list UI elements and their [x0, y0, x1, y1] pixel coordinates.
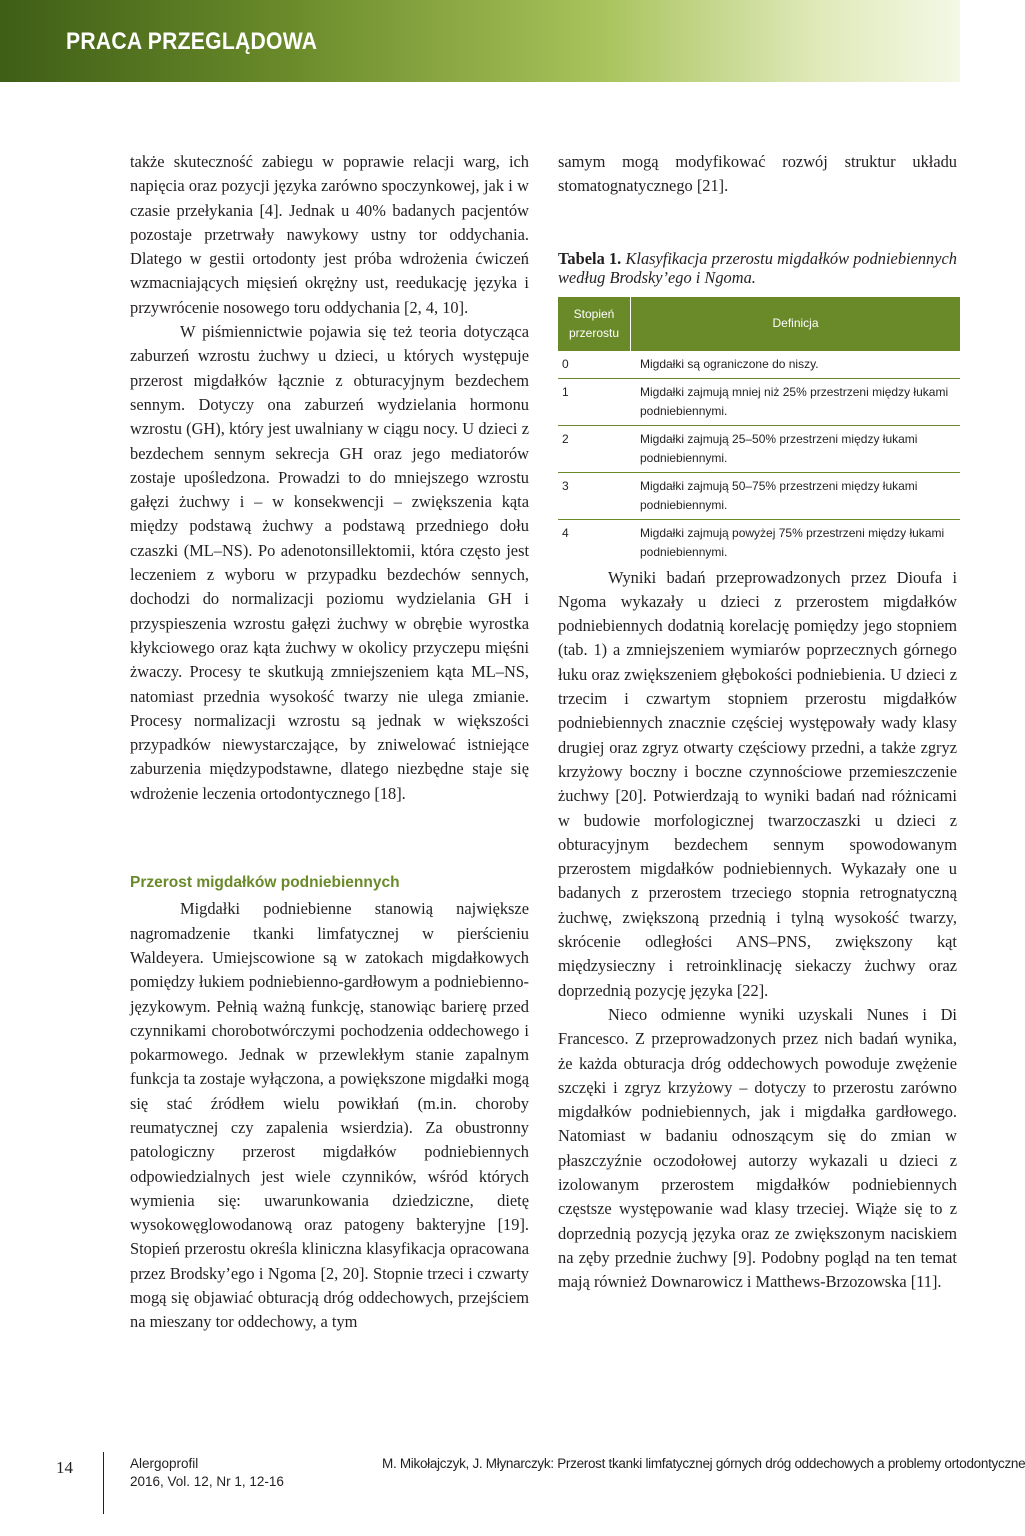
table-header-degree: Stopień przerostu: [558, 297, 631, 351]
footer-divider: [103, 1452, 104, 1514]
table-cell-degree: 3: [562, 478, 569, 493]
journal-issue: 2016, Vol. 12, Nr 1, 12-16: [130, 1474, 284, 1489]
table-cell-definition: Migdałki są ograniczone do niszy.: [640, 356, 819, 371]
paragraph: Migdałki podniebienne stanowią największe nagromadzenie tkanki limfatycznej w pierścieniu Waldeyera. Umiejscowione są w zatokach migdałkowych pomiędzy łukiem podniebienno-gardłowym a podniebienno-językowym. Pełnią ważną funkcję, stanowiąc barierę przed czynnikami chorobotwórczymi pochodzenia oddechowego i pokarmowego. Jednak w przewlekłym stanie zapalnym funkcja ta zostaje wyłączona, a powiększone migdałki mogą się stać źródłem wielu powikłań (m.in. choroby reumatycznej czy zapalenia wsierdzia). Za obustronny patologiczny przerost migdałków podniebiennych odpowiedzialnych jest wiele czynników, wśród których wymienia się: uwarunkowania dziedziczne, dietę wysokowęglowodanową oraz patogeny bakteryjne [19]. Stopień przerostu określa kliniczna klasyfikacja opracowana przez Brodsky’ego i Ngoma [2, 20]. Stopnie trzeci i czwarty mogą się objawiać obturacją dróg oddechowych, przejściem na mieszany tor oddechowy, a tym: [130, 899, 529, 1332]
table-header: [558, 297, 960, 351]
paragraph: W piśmiennictwie pojawia się też teoria dotycząca zaburzeń wzrostu żuchwy u dzieci, u których występuje przerost migdałków łącznie z obturacyjnym bezdechem sennym. Dotyczy ona zaburzeń wydzielania hormonu wzrostu (GH), który jest uwalniany w ciągu nocy. U dzieci z bezdechem sennym sekrecja GH oraz jego mediatorów zostaje upośledzona. Prowadzi to do mniejszego wzrostu gałęzi żuchwy i – w konsekwencji – zwiększenia kąta między podstawą żuchwy a podstawą przedniego dołu czaszki (ML–NS). Po adenotonsillektomii, która często jest leczeniem z wyboru w przypadku bezdechów sennych, dochodzi do normalizacji poziomu wydzielania GH i przyspieszenia wzrostu gałęzi żuchwy w obrębie wyrostka kłykciowego oraz kąta żuchwy w okolicy przyczepu mięśni żwaczy. Procesy te skutkują zmniejszeniem kąta ML–NS, natomiast przednia wysokość twarzy nie ulega zmianie. Procesy normalizacji wzrostu są jednak w większości przypadków niewystarczające, by zniwelować istniejące zaburzenia międzypodstawne, dlatego niezbędne staje się wdrożenie leczenia ortodontycznego [18].: [130, 322, 529, 803]
table-caption-text: Klasyfikacja przerostu migdałków podniebiennych według Brodsky’ego i Ngoma.: [558, 248, 957, 287]
table-cell-degree: 1: [562, 384, 569, 399]
table-caption-label: Tabela 1.: [558, 248, 622, 268]
table-row: [558, 473, 960, 520]
table-row: [558, 426, 960, 473]
table-row: [558, 520, 960, 566]
table-cell-degree: 0: [562, 356, 569, 371]
paragraph: także skuteczność zabiegu w poprawie relacji warg, ich napięcia oraz pozycji języka zarówno spoczynkowej, jak i w czasie przełykania [4]. Jednak u 40% badanych pacjentów pozostaje przetrwały nawykowy ustny tor oddychania. Dlatego w gestii ortodonty jest próba wdrożenia ćwiczeń wzmacniających mięsień okrężny ust, reedukację języka i przywrócenie nosowego toru oddychania [2, 4, 10].: [130, 152, 529, 317]
article-reference: M. Mikołajczyk, J. Młynarczyk: Przerost tkanki limfatycznej górnych dróg oddechowych a problemy ortodontyczne: [382, 1456, 1025, 1471]
journal-info: [130, 1455, 284, 1491]
header-banner: [0, 0, 960, 82]
table-body: [558, 351, 960, 566]
table-caption: [558, 249, 957, 287]
section-heading: Przerost migdałków podniebiennych: [130, 874, 400, 892]
table-cell-definition: Migdałki zajmują 50–75% przestrzeni między łukami podniebiennymi.: [640, 478, 918, 512]
paragraph: Wyniki badań przeprowadzonych przez Dioufa i Ngoma wykazały u dzieci z przerostem migdałków podniebiennych dodatnią korelację pomiędzy jego stopniem (tab. 1) a zmniejszeniem wymiarów poprzecznych górnego łuku oraz zwiększeniem głębokości podniebienia. U dzieci z trzecim i czwartym stopniem przerostu migdałków podniebiennych znacznie częściej występowały wady klasy drugiej oraz zgryz otwarty częściowy przedni, a także zgryz krzyżowy boczny i boczne czynnościowe przemieszczenie żuchwy [20]. Potwierdzają to wyniki badań nad różnicami w budowie morfologicznej twarzoczaszki u dzieci z obturacyjnym bezdechem sennym spowodowanym przerostem migdałków podniebiennych. Wykazały one u badanych z przerostem trzeciego stopnia retrognatyczną żuchwę, zwiększoną przednią i tylną wysokość twarzy, skrócenie odległości ANS–PNS, zwiększony kąt międzysieczny i retroinklinację siekaczy żuchwy oraz doprzednią pozycję języka [22].: [558, 567, 957, 1000]
journal-name: Alergoprofil: [130, 1456, 199, 1471]
table-row: [558, 379, 960, 426]
classification-table: [558, 297, 960, 566]
table-cell-degree: 2: [562, 431, 569, 446]
table-cell-degree: 4: [562, 525, 569, 540]
page-number: 14: [56, 1458, 73, 1477]
section-title: PRACA PRZEGLĄDOWA: [66, 28, 318, 55]
table-cell-definition: Migdałki zajmują mniej niż 25% przestrzeni między łukami podniebiennymi.: [640, 384, 949, 418]
right-column: [558, 150, 957, 1295]
left-column: [130, 150, 529, 1335]
table-header-definition: Definicja: [772, 316, 819, 331]
paragraph: samym mogą modyfikować rozwój struktur układu stomatognatycznego [21].: [558, 152, 957, 196]
table-cell-definition: Migdałki zajmują powyżej 75% przestrzeni między łukami podniebiennymi.: [640, 525, 945, 559]
table-row: [558, 351, 960, 379]
table-cell-definition: Migdałki zajmują 25–50% przestrzeni między łukami podniebiennymi.: [640, 431, 918, 465]
paragraph: Nieco odmienne wyniki uzyskali Nunes i Di Francesco. Z przeprowadzonych przez nich badań wynika, że każda obturacja dróg oddechowych powoduje zwężenie szczęki i zgryz krzyżowy – dotyczy to przerostu zarówno migdałków podniebiennych, jak i migdałka gardłowego. Natomiast w badaniu odnoszącym się do zmian w płaszczyźnie oczodołowej autorzy wykazali u dzieci z izolowanym przerostem migdałków podniebiennych częstsze występowanie wad klasy trzeciej. Wiąże się to z doprzednią pozycją języka oraz ze zwiększonym naciskiem na zęby przednie żuchwy [9]. Podobny pogląd na ten temat mają również Downarowicz i Matthews-Brzozowska [11].: [558, 1004, 957, 1292]
